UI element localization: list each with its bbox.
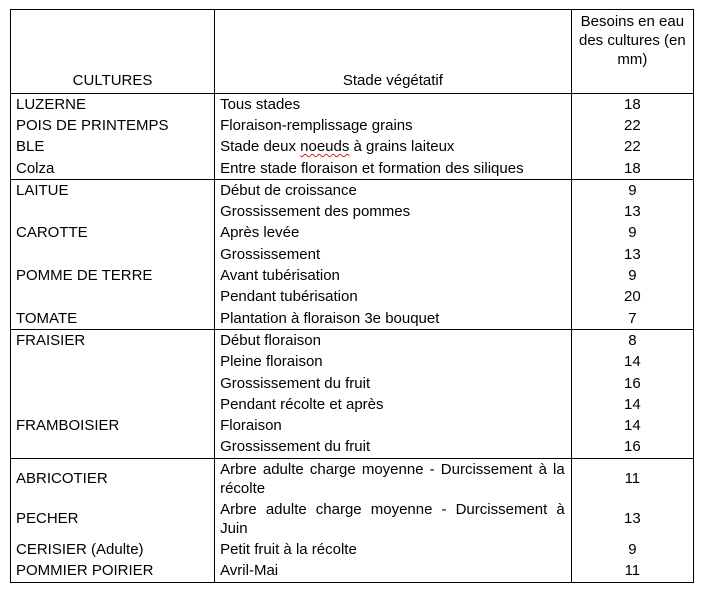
table-row: [11, 223, 694, 244]
table-row: [11, 352, 694, 373]
water-cell: 13: [571, 244, 693, 265]
crop-cell: BLE: [11, 137, 215, 158]
table-row: [11, 158, 694, 180]
crop-cell: [11, 244, 215, 265]
water-cell: 14: [571, 415, 693, 436]
table-row: [11, 180, 694, 202]
stage-cell: Avant tubérisation: [215, 265, 572, 286]
water-cell: 18: [571, 94, 693, 116]
stage-cell: Floraison: [215, 415, 572, 436]
stage-cell: [215, 137, 572, 158]
crop-cell: POMME DE TERRE: [11, 265, 215, 286]
table-row: [11, 437, 694, 459]
spellcheck-word: noeuds: [300, 138, 350, 156]
table-row: [11, 373, 694, 394]
water-cell: 22: [571, 115, 693, 136]
stage-cell: Début de croissance: [215, 180, 572, 202]
water-cell: 11: [571, 459, 693, 500]
header-stage: Stade végétatif: [215, 10, 572, 94]
table-row: [11, 201, 694, 222]
crop-cell: [11, 287, 215, 308]
stage-cell: Floraison-remplissage grains: [215, 115, 572, 136]
stage-cell: Arbre adulte charge moyenne - Durcissement à la récolte: [215, 459, 572, 500]
water-cell: 16: [571, 437, 693, 459]
table-row: [11, 244, 694, 265]
table-row: [11, 308, 694, 330]
water-cell: 14: [571, 352, 693, 373]
water-cell: 8: [571, 330, 693, 352]
water-cell: 18: [571, 158, 693, 180]
crop-cell: [11, 201, 215, 222]
table-row: [11, 115, 694, 136]
crop-cell: POMMIER POIRIER: [11, 560, 215, 582]
stage-cell: Pleine floraison: [215, 352, 572, 373]
water-cell: 13: [571, 499, 693, 539]
table-row: [11, 137, 694, 158]
stage-cell: Avril-Mai: [215, 560, 572, 582]
water-cell: 14: [571, 394, 693, 415]
crop-cell: ABRICOTIER: [11, 459, 215, 500]
table-row: [11, 265, 694, 286]
table-row: [11, 330, 694, 352]
stage-cell: Pendant récolte et après: [215, 394, 572, 415]
stage-cell: Entre stade floraison et formation des siliques: [215, 158, 572, 180]
water-cell: 13: [571, 201, 693, 222]
crop-cell: CAROTTE: [11, 223, 215, 244]
table-row: [11, 394, 694, 415]
stage-cell: Grossissement du fruit: [215, 373, 572, 394]
crop-cell: Colza: [11, 158, 215, 180]
table-row: [11, 94, 694, 116]
crop-cell: FRAISIER: [11, 330, 215, 352]
stage-cell: Tous stades: [215, 94, 572, 116]
crop-cell: CERISIER (Adulte): [11, 539, 215, 560]
stage-cell: Grossissement des pommes: [215, 201, 572, 222]
crop-cell: [11, 437, 215, 459]
stage-cell: Grossissement: [215, 244, 572, 265]
table-row: [11, 287, 694, 308]
water-cell: 16: [571, 373, 693, 394]
stage-text-part: à grains laiteux: [349, 138, 455, 156]
stage-cell: Début floraison: [215, 330, 572, 352]
water-cell: 22: [571, 137, 693, 158]
crop-cell: TOMATE: [11, 308, 215, 330]
crop-cell: FRAMBOISIER: [11, 415, 215, 436]
stage-cell: Après levée: [215, 223, 572, 244]
crop-cell: PECHER: [11, 499, 215, 539]
header-crops: CULTURES: [11, 10, 215, 94]
table-row: [11, 560, 694, 582]
table-row: [11, 539, 694, 560]
water-cell: 11: [571, 560, 693, 582]
crop-cell: [11, 373, 215, 394]
stage-cell: Pendant tubérisation: [215, 287, 572, 308]
crop-cell: POIS DE PRINTEMPS: [11, 115, 215, 136]
stage-text-part: Stade deux: [220, 138, 301, 156]
water-cell: 9: [571, 223, 693, 244]
table-row: [11, 499, 694, 539]
stage-cell: Grossissement du fruit: [215, 437, 572, 459]
crop-cell: [11, 352, 215, 373]
header-water-needs: Besoins en eau des cultures (en mm): [571, 10, 693, 94]
water-cell: 9: [571, 539, 693, 560]
crop-cell: LUZERNE: [11, 94, 215, 116]
stage-cell: Plantation à floraison 3e bouquet: [215, 308, 572, 330]
header-row: [11, 10, 694, 94]
table-row: [11, 415, 694, 436]
crop-cell: [11, 394, 215, 415]
table-row: [11, 459, 694, 500]
water-cell: 7: [571, 308, 693, 330]
water-cell: 9: [571, 265, 693, 286]
stage-cell: Petit fruit à la récolte: [215, 539, 572, 560]
crop-water-needs-table: [10, 9, 694, 583]
water-cell: 20: [571, 287, 693, 308]
stage-cell: Arbre adulte charge moyenne - Durcissement à Juin: [215, 499, 572, 539]
crop-cell: LAITUE: [11, 180, 215, 202]
water-cell: 9: [571, 180, 693, 202]
